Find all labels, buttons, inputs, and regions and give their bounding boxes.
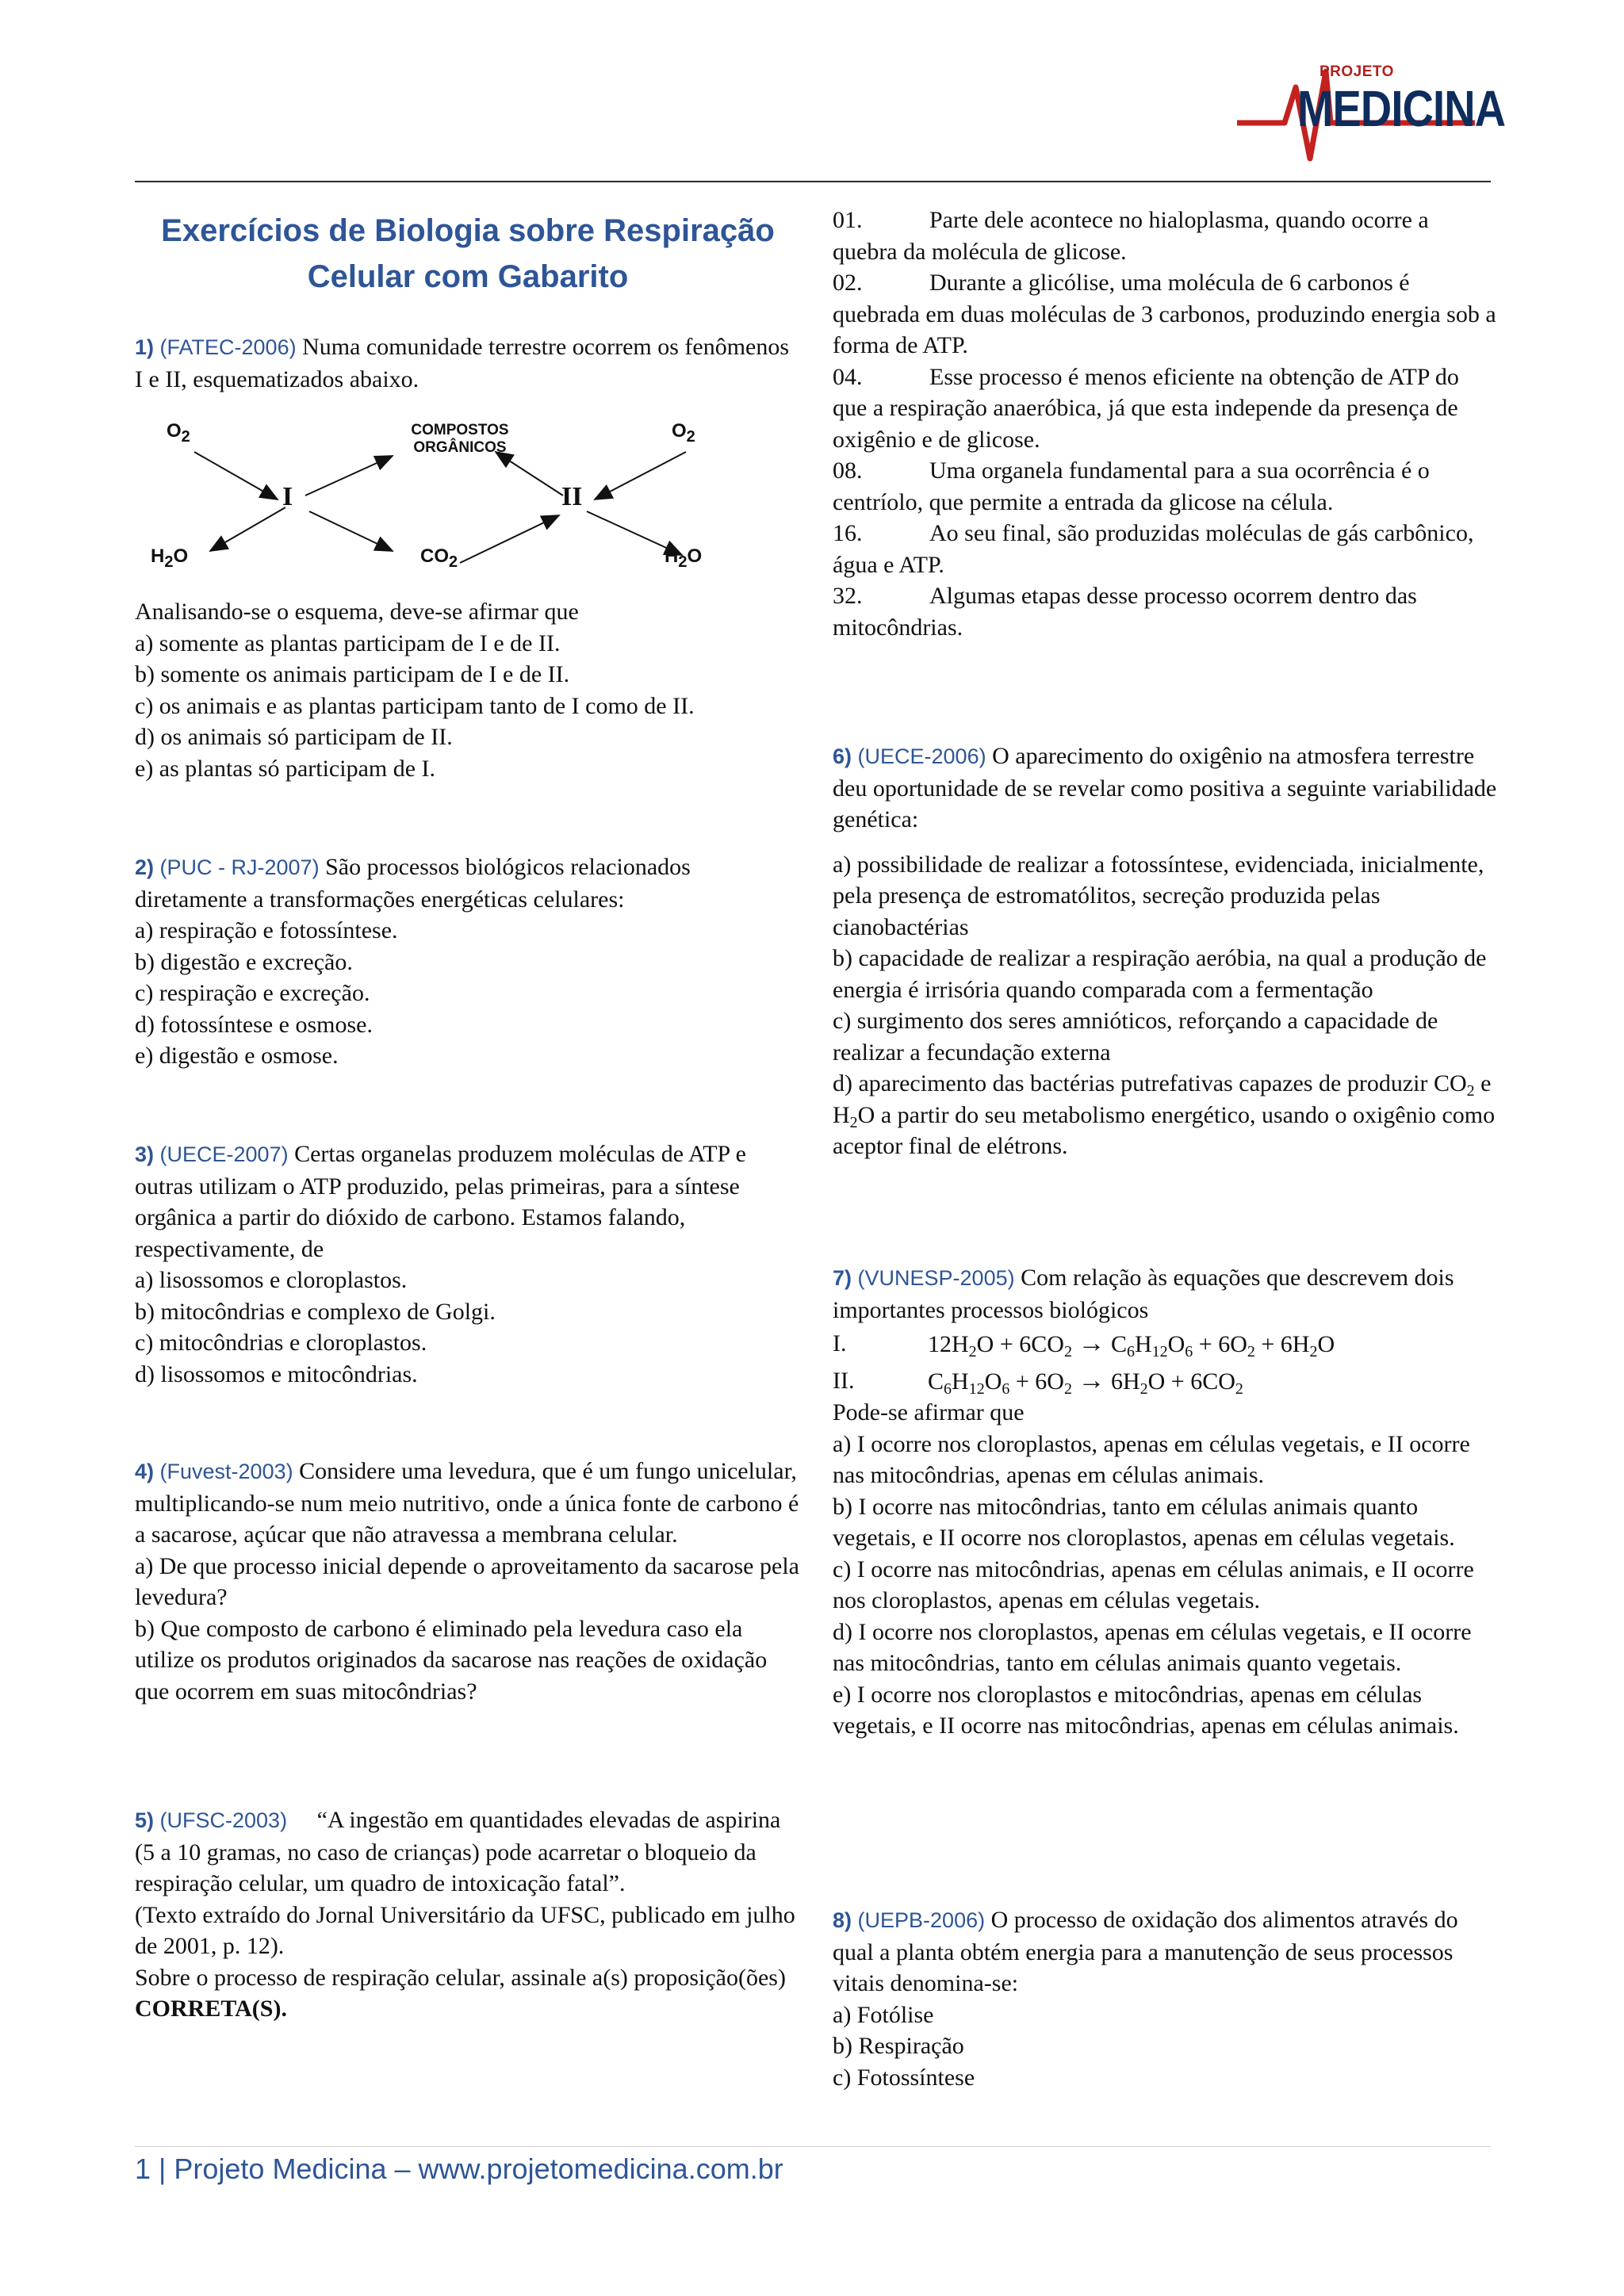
q1-option-b: b) somente os animais participam de I e de II. [135,661,570,687]
q6-source: (UECE-2006) [857,744,986,768]
q5-prop-04: 04. Esse processo é menos eficiente na obtenção de ATP do que a respiração anaeróbica, já que esta independe da presença de oxigênio e de glicose. [833,363,1459,453]
question-7 [833,1262,1499,1742]
q7-option-b: b) I ocorre nas mitocôndrias, tanto em células animais quanto vegetais, e II ocorre nos cloroplastos, apenas em células vegetais. [833,1493,1455,1551]
respiration-diagram [151,420,801,579]
compostos-organicos-label: COMPOSTOS ORGÂNICOS [411,422,509,456]
q7-source: (VUNESP-2005) [857,1266,1015,1290]
q1-option-e: e) as plantas só participam de I. [135,755,436,782]
logo-main-text: MEDICINA [1297,80,1506,137]
q2-option-d: d) fotossíntese e osmose. [135,1011,373,1038]
q2-number: 2) [135,855,155,879]
q6-number: 6) [833,744,852,768]
q3-option-b: b) mitocôndrias e complexo de Golgi. [135,1298,496,1325]
q7-option-d: d) I ocorre nos cloroplastos, apenas em células vegetais, e II ocorre nas mitocôndrias, tanto em células animais quanto vegetais. [833,1618,1472,1676]
q3-option-a: a) lisossomos e cloroplastos. [135,1267,408,1293]
process-ii-label: II [561,482,583,511]
q5-prop-08: 08. Uma organela fundamental para a sua ocorrência é o centríolo, que permite a entrada da glicose na célula. [833,457,1430,515]
q4-source: (Fuvest-2003) [159,1460,293,1483]
co2-label: $CO_2$ [420,545,458,571]
q3-number: 3) [135,1142,155,1166]
q8-source: (UEPB-2006) [857,1908,986,1932]
q3-option-c: c) mitocôndrias e cloroplastos. [135,1330,427,1356]
q6-option-b: b) capacidade de realizar a respiração aeróbia, na qual a produção de energia é irrisória quando comparada com a fermentação [833,945,1487,1003]
question-5 [135,1804,801,2025]
q8-option-b: b) Respiração [833,2033,964,2059]
q7-text: Com relação às equações que descrevem dois importantes processos biológicos [833,1265,1454,1323]
question-8 [833,1904,1499,2093]
q6-option-c: c) surgimento dos seres amnióticos, reforçando a capacidade de realizar a fecundação externa [833,1008,1438,1066]
q1-text: Numa comunidade terrestre ocorrem os fenômenos I e II, esquematizados abaixo. [135,334,790,392]
q7-stem: Pode-se afirmar que [833,1399,1025,1425]
q6-text: O aparecimento do oxigênio na atmosfera terrestre deu oportunidade de se revelar como positiva a seguinte variabilidade genética: [833,743,1497,832]
q5-reference: (Texto extraído do Jornal Universitário da UFSC, publicado em julho de 2001, p. 12). [135,1901,795,1959]
page-title: Exercícios de Biologia sobre Respiração Celular com Gabarito [161,213,775,294]
q8-option-a: a) Fotólise [833,2001,934,2028]
q7-option-e: e) I ocorre nos cloroplastos e mitocôndrias, apenas em células vegetais, e II ocorre nas mitocôndrias, apenas em células animais. [833,1681,1459,1739]
q5-source: (UFSC-2003) [159,1808,288,1832]
q8-option-c: c) Fotossíntese [833,2064,975,2091]
h2o-right-label: $H_2O$ [665,545,703,571]
q1-option-d: d) os animais só participam de II. [135,724,453,750]
q5-prop-02: 02. Durante a glicólise, uma molécula de 6 carbonos é quebrada em duas moléculas de 3 carbonos, produzindo energia sob a forma de ATP. [833,270,1496,358]
q5-prop-01: 01. Parte dele acontece no hialoplasma, quando ocorre a quebra da molécula de glicose. [833,207,1429,265]
q1-body [135,596,801,784]
o2-left-label: $O_2$ [167,420,190,446]
q4-text: Considere uma levedura, que é um fungo unicelular, multiplicando-se num meio nutritivo, onde a única fonte de carbono é a sacarose, açúcar que não atravessa a membrana celular. [135,1458,799,1548]
q4-part-a: a) De que processo inicial depende o aproveitamento da sacarose pela levedura? [135,1552,799,1610]
q7-option-c: c) I ocorre nas mitocôndrias, apenas em células animais, e II ocorre nos cloroplastos, apenas em células vegetais. [833,1556,1474,1613]
q1-number: 1) [135,335,155,359]
q8-text: O processo de oxidação dos alimentos através do qual a planta obtém energia para a manutenção de seus processos vitais denomina-se: [833,1907,1458,1996]
projeto-medicina-logo [1237,55,1506,174]
page-footer: 1 | Projeto Medicina – www.projetomedicina.com.br [135,2152,783,2185]
q7-option-a: a) I ocorre nos cloroplastos, apenas em células vegetais, e II ocorre nas mitocôndrias, apenas em células animais. [833,1430,1470,1488]
question-3 [135,1138,801,1390]
h2o-left-label: $H_2O$ [151,545,189,571]
logo-top-text: PROJETO [1320,63,1394,80]
q8-number: 8) [833,1908,852,1932]
q2-source: (PUC - RJ-2007) [159,855,320,879]
q3-option-d: d) lisossomos e mitocôndrias. [135,1360,418,1387]
q1-option-a: a) somente as plantas participam de I e de II. [135,629,561,656]
q2-option-a: a) respiração e fotossíntese. [135,917,398,943]
q4-part-b: b) Que composto de carbono é eliminado pela levedura caso ela utilize os produtos originados da sacarose nas reações de oxidação que ocorrem em suas mitocôndrias? [135,1615,768,1705]
question-1 [135,331,801,395]
q1-stem: Analisando-se o esquema, deve-se afirmar que [135,599,579,625]
q5-stem-bold: CORRETA(S). [135,1996,287,2022]
q2-option-b: b) digestão e excreção. [135,948,353,975]
q5-number: 5) [135,1808,155,1832]
process-i-label: I [282,482,293,511]
q3-source: (UECE-2007) [159,1142,289,1166]
q3-text: Certas organelas produzem moléculas de ATP e outras utilizam o ATP produzido, pelas primeiras, para a síntese orgânica a partir do dióxido de carbono. Estamos falando, respectivamente, de [135,1141,746,1262]
q5-propositions [833,205,1499,643]
q1-source: (FATEC-2006) [159,335,297,359]
equation-i: I. $12H_2O + 6CO_2 \to C_6H_{12}O_6 + 6O_2 + 6H_2O$ [833,1329,1335,1360]
q2-option-c: c) respiração e excreção. [135,980,370,1006]
q2-text: São processos biológicos relacionados diretamente a transformações energéticas celulares: [135,854,691,913]
q5-quote: “A ingestão em quantidades elevadas de aspirina (5 a 10 gramas, no caso de crianças) pode acarretar o bloqueio da respiração celular, um quadro de intoxicação fatal”. [135,1807,781,1896]
q7-number: 7) [833,1266,852,1290]
q2-option-e: e) digestão e osmose. [135,1043,339,1069]
q5-prop-32: 32. Algumas etapas desse processo ocorrem dentro das mitocôndrias. [833,583,1417,641]
q6-option-a: a) possibilidade de realizar a fotossíntese, evidenciada, inicialmente, pela presença de estromatólitos, secreção produzida pelas cianobactérias [833,851,1484,940]
equation-ii: II. $C_6H_{12}O_6 + 6O_2 \to 6H_2O + 6CO_2$ [833,1365,1243,1398]
q5-prop-16: 16. Ao seu final, são produzidas moléculas de gás carbônico, água e ATP. [833,520,1474,578]
o2-right-label: $O_2$ [672,420,695,446]
q6-option-d: d) aparecimento das bactérias putrefativas capazes de produzir $CO_2$ e $H_2O$ a partir do seu metabolismo energético, usando o oxigênio como aceptor final de elétrons. [833,1070,1496,1159]
q5-stem: Sobre o processo de respiração celular, assinale a(s) proposição(ões) [135,1964,786,1991]
footer-rule [135,2146,1491,2147]
q4-number: 4) [135,1460,155,1483]
q1-option-c: c) os animais e as plantas participam tanto de I como de II. [135,692,695,719]
header-rule [135,181,1491,182]
question-2 [135,851,801,1072]
question-6 [833,740,1499,1162]
question-4 [135,1456,801,1707]
